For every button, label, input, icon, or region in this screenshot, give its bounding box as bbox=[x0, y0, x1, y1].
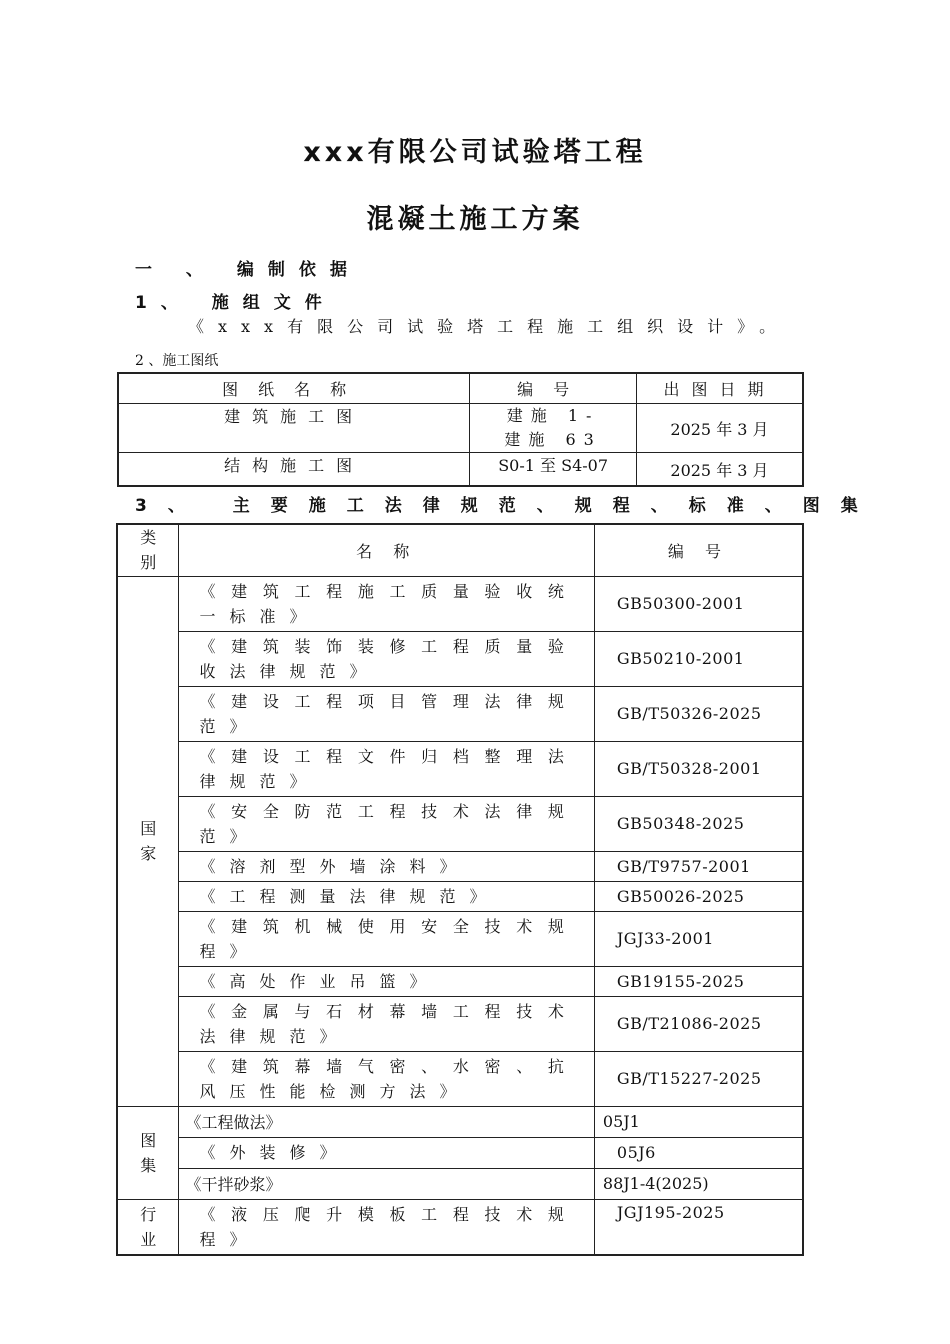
standard-code: 05J6 bbox=[594, 1137, 803, 1168]
standard-code: GB/T50326-2025 bbox=[594, 686, 803, 741]
table-row bbox=[117, 851, 803, 881]
table-row bbox=[117, 576, 803, 631]
drawing-code: 建施 1- 建施 63 bbox=[470, 404, 637, 453]
header-issue-date: 出图日期 bbox=[636, 373, 803, 404]
drawing-code: S0-1 至 S4-07 bbox=[470, 453, 637, 487]
standard-name: 《工程做法》 bbox=[179, 1106, 594, 1137]
standard-name: 《建筑装饰装修工程质量验收法律规范》 bbox=[179, 631, 594, 686]
header-drawing-name: 图纸名称 bbox=[118, 373, 470, 404]
standard-name: 《外装修》 bbox=[179, 1137, 594, 1168]
drawing-name: 建筑施工图 bbox=[118, 404, 470, 453]
standard-code: GB/T21086-2025 bbox=[594, 996, 803, 1051]
table-row bbox=[117, 881, 803, 911]
header-code: 编 号 bbox=[594, 524, 803, 576]
subsection-heading-construction-docs: 1、 施组文件 bbox=[135, 293, 336, 313]
document-title-line2: 混凝土施工方案 bbox=[366, 204, 584, 235]
standard-code: GB/T50328-2001 bbox=[594, 741, 803, 796]
drawing-date: 2025 年 3 月 bbox=[636, 453, 803, 487]
standard-code: JGJ33-2001 bbox=[594, 911, 803, 966]
standard-name: 《金属与石材幕墙工程技术法律规范》 bbox=[179, 996, 594, 1051]
table-row bbox=[117, 686, 803, 741]
standard-name: 《液压爬升模板工程技术规程》 bbox=[179, 1199, 594, 1255]
table-row bbox=[117, 796, 803, 851]
standard-name: 《建筑工程施工质量验收统一标准》 bbox=[179, 576, 594, 631]
header-drawing-code: 编号 bbox=[470, 373, 637, 404]
standard-name: 《高处作业吊篮》 bbox=[179, 966, 594, 996]
category-atlas: 图集 bbox=[117, 1106, 179, 1199]
document-title-line1: xxx有限公司试验塔工程 bbox=[303, 137, 647, 168]
table-header-row bbox=[118, 373, 803, 404]
table-row bbox=[117, 1051, 803, 1106]
table-row bbox=[117, 631, 803, 686]
construction-design-reference: 《xxx有限公司试验塔工程施工组织设计》。 bbox=[188, 317, 790, 336]
category-industry: 行业 bbox=[117, 1199, 179, 1255]
table-row bbox=[117, 966, 803, 996]
header-name: 名 称 bbox=[179, 524, 594, 576]
standard-name: 《干拌砂浆》 bbox=[179, 1168, 594, 1199]
section-heading-basis: 一 、 编制依据 bbox=[135, 260, 361, 280]
table-row bbox=[117, 1137, 803, 1168]
drawing-name: 结构施工图 bbox=[118, 453, 470, 487]
category-national: 国家 bbox=[117, 576, 179, 1106]
standard-code: JGJ195-2025 bbox=[594, 1199, 803, 1255]
standards-table bbox=[116, 523, 804, 1256]
standard-code: GB50210-2001 bbox=[594, 631, 803, 686]
standard-code: GB19155-2025 bbox=[594, 966, 803, 996]
standard-code: 88J1-4(2025) bbox=[594, 1168, 803, 1199]
table-row bbox=[117, 1199, 803, 1255]
table-header-row bbox=[117, 524, 803, 576]
standard-code: GB50300-2001 bbox=[594, 576, 803, 631]
table-row bbox=[118, 404, 803, 453]
drawing-date: 2025 年 3 月 bbox=[636, 404, 803, 453]
table-row bbox=[117, 1106, 803, 1137]
subsection-heading-drawings: 2 、施工图纸 bbox=[135, 353, 219, 369]
header-category: 类别 bbox=[117, 524, 179, 576]
standard-name: 《建设工程文件归档整理法律规范》 bbox=[179, 741, 594, 796]
standard-name: 《工程测量法律规范》 bbox=[179, 881, 594, 911]
table-row bbox=[117, 1168, 803, 1199]
subsection-heading-standards: 3、 主要施工法律规范、规程、标准、图集 bbox=[135, 496, 879, 516]
table-row bbox=[117, 911, 803, 966]
standard-code: GB/T15227-2025 bbox=[594, 1051, 803, 1106]
standard-name: 《建筑机械使用安全技术规程》 bbox=[179, 911, 594, 966]
drawings-table bbox=[117, 372, 804, 487]
standard-code: GB/T9757-2001 bbox=[594, 851, 803, 881]
standard-name: 《安全防范工程技术法律规范》 bbox=[179, 796, 594, 851]
table-row bbox=[117, 741, 803, 796]
standard-code: 05J1 bbox=[594, 1106, 803, 1137]
standard-code: GB50348-2025 bbox=[594, 796, 803, 851]
standard-code: GB50026-2025 bbox=[594, 881, 803, 911]
standard-name: 《建筑幕墙气密、水密、抗风压性能检测方法》 bbox=[179, 1051, 594, 1106]
table-row bbox=[117, 996, 803, 1051]
table-row bbox=[118, 453, 803, 487]
standard-name: 《溶剂型外墙涂料》 bbox=[179, 851, 594, 881]
standard-name: 《建设工程项目管理法律规范》 bbox=[179, 686, 594, 741]
